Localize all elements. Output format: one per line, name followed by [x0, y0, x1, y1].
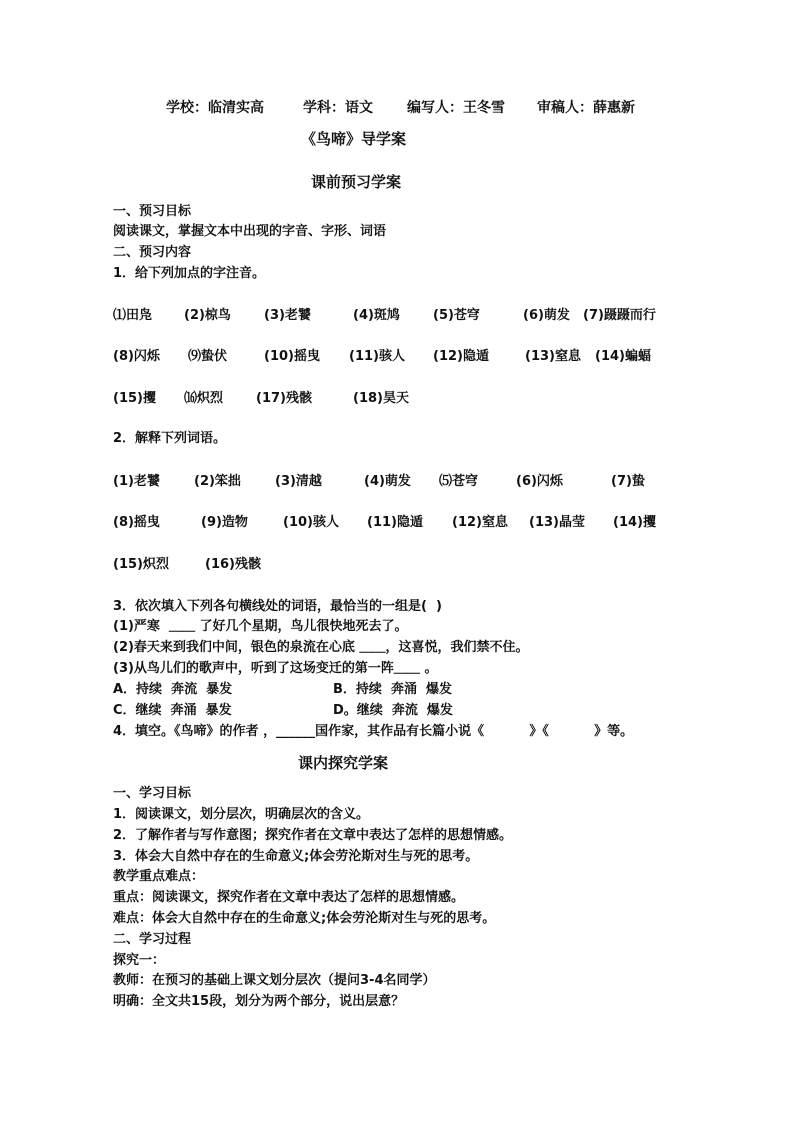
option-d: D。继续 奔流 爆发 — [333, 703, 453, 718]
q1-item: (5)苍穹 — [433, 308, 480, 323]
process-heading: 二、学习过程 — [113, 932, 192, 947]
q2-item: (8)摇曳 — [113, 515, 160, 530]
clarification: 明确：全文共15段，划分为两个部分，说出层意？ — [113, 994, 405, 1009]
q2-item: (10)骇人 — [283, 515, 339, 530]
preview-goal-text: 阅读课文，掌握文本中出现的字音、字形、词语 — [113, 224, 387, 239]
learning-goal-heading: 一、学习目标 — [113, 786, 192, 801]
subject-label: 学科：语文 — [303, 100, 373, 116]
question-3-sentence: (3)从鸟儿们的歌声中，听到了这场变迁的第一阵＿＿ 。 — [113, 661, 438, 676]
section-title-explore: 课内探究学案 — [298, 754, 389, 772]
difficult-point: 难点：体会大自然中存在的生命意义;体会劳沦斯对生与死的思考。 — [113, 911, 496, 926]
q2-item: (16)残骸 — [205, 557, 261, 572]
preview-content-heading: 二、预习内容 — [113, 245, 192, 260]
q1-item: (10)摇曳 — [264, 349, 320, 364]
section-title-preview: 课前预习学案 — [311, 173, 402, 191]
q1-item: (8)闪烁 — [113, 349, 160, 364]
q1-item: (17)残骸 — [256, 391, 312, 406]
q2-item: (7)蛰 — [611, 474, 645, 489]
option-c: C．继续 奔涌 暴发 — [113, 703, 232, 718]
q1-item: (13)窒息 — [525, 349, 581, 364]
question-3-sentence: (2)春天来到我们中间，银色的泉流在心底 ＿＿，这喜悦，我们禁不住。 — [113, 640, 529, 655]
q2-item: (12)窒息 — [452, 515, 508, 530]
teacher-instruction: 教师：在预习的基础上课文划分层次（提问3-4名同学） — [113, 973, 436, 988]
q1-item: (6)萌发 — [523, 308, 570, 323]
q1-item: (15)攫 — [113, 391, 156, 406]
question-3: 3．依次填入下列各句横线处的词语，最恰当的一组是( ) — [113, 599, 442, 614]
reviewer-label: 审稿人：薛惠新 — [537, 100, 635, 116]
q2-item: (3)清越 — [275, 474, 322, 489]
author-label: 编写人：王冬雪 — [407, 100, 505, 116]
q2-item: (1)老饕 — [113, 474, 160, 489]
q2-item: (15)炽烈 — [113, 557, 169, 572]
q1-item: (2)椋鸟 — [184, 308, 231, 323]
document-title: 《鸟啼》导学案 — [301, 130, 407, 148]
q1-item: (7)蹑蹑而行 — [583, 308, 656, 323]
question-2: 2．解释下列词语。 — [113, 431, 227, 446]
q1-item: (12)隐遁 — [433, 349, 489, 364]
q2-item: (2)笨拙 — [194, 474, 241, 489]
q2-item: (4)萌发 — [364, 474, 411, 489]
learning-goal: 2．了解作者与写作意图；探究作者在文章中表达了怎样的思想情感。 — [113, 828, 513, 843]
q1-item: (11)骇人 — [349, 349, 405, 364]
option-b: B．持续 奔涌 爆发 — [333, 682, 453, 697]
q1-item: (18)昊天 — [353, 391, 409, 406]
q1-item: ⒃炽烈 — [184, 391, 224, 406]
question-1: 1．给下列加点的字注音。 — [113, 266, 266, 281]
q1-item: (14)蝙蝠 — [595, 349, 651, 364]
question-3-sentence: (1)严寒 ＿＿ 了好几个星期，鸟儿很快地死去了。 — [113, 619, 408, 634]
q1-item: ⑼蛰伏 — [188, 349, 228, 364]
option-a: A．持续 奔流 暴发 — [113, 682, 233, 697]
key-point: 重点：阅读课文，探究作者在文章中表达了怎样的思想情感。 — [113, 890, 465, 905]
explore-1-label: 探究一： — [113, 953, 166, 968]
school-label: 学校：临清实高 — [166, 100, 264, 116]
q1-item: ⑴田凫 — [113, 308, 153, 323]
key-points-heading: 教学重点难点： — [113, 869, 205, 884]
q2-item: (14)攫 — [613, 515, 656, 530]
q2-item: ⑸苍穹 — [439, 474, 479, 489]
preview-goal-heading: 一、预习目标 — [113, 204, 192, 219]
learning-goal: 1．阅读课文，划分层次，明确层次的含义。 — [113, 807, 370, 822]
q2-item: (11)隐遁 — [367, 515, 423, 530]
q1-item: (3)老饕 — [264, 308, 311, 323]
q2-item: (13)晶莹 — [529, 515, 585, 530]
q2-item: (6)闪烁 — [516, 474, 563, 489]
question-4: 4．填空。《鸟啼》的作者 ，______国作家，其作品有长篇小说《 》《 》等。 — [113, 724, 634, 739]
q2-item: (9)造物 — [201, 515, 248, 530]
q1-item: (4)斑鸠 — [353, 308, 400, 323]
learning-goal: 3．体会大自然中存在的生命意义;体会劳沦斯对生与死的思考。 — [113, 849, 479, 864]
